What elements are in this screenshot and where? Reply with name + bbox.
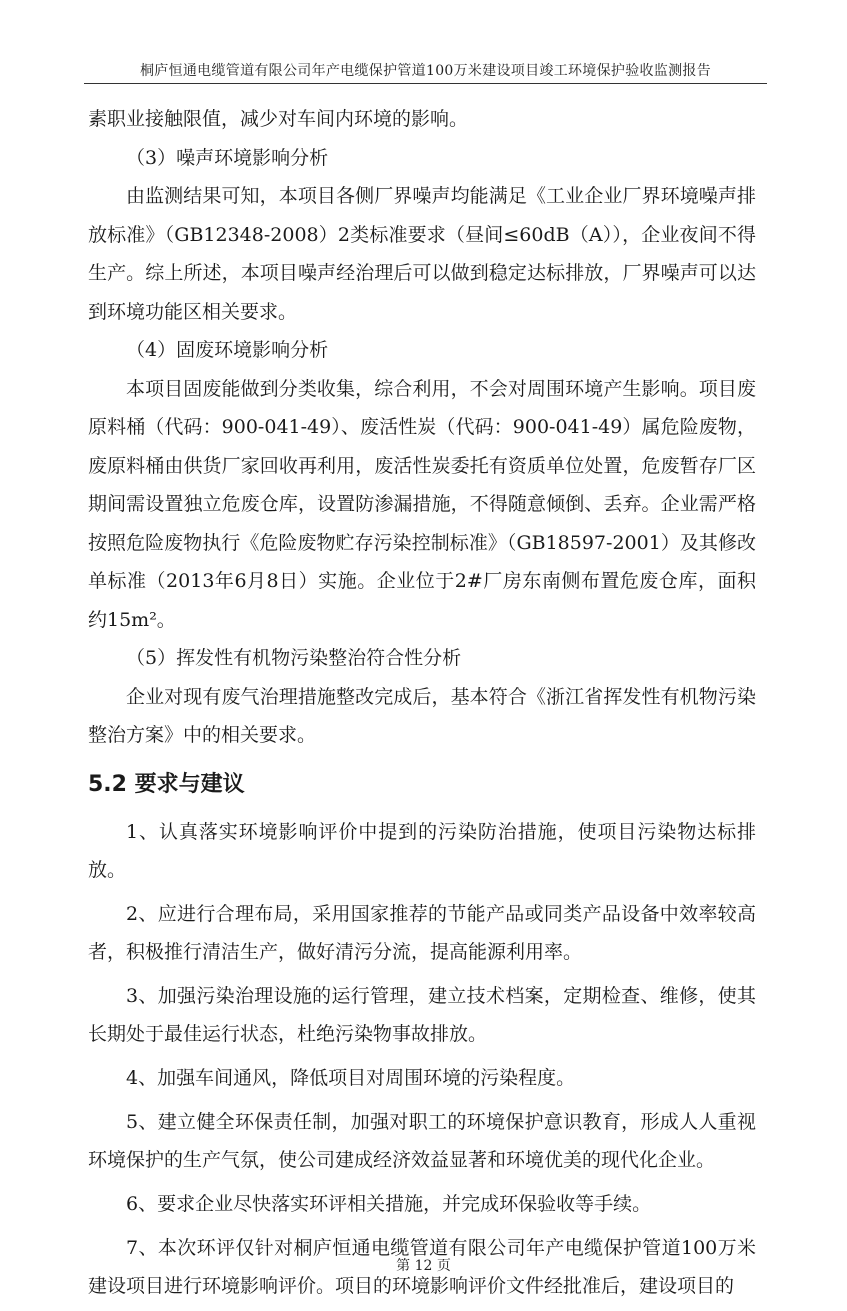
- list-item: 2、应进行合理布局，采用国家推荐的节能产品或同类产品设备中效率较高者，积极推行清洁生产，做好清污分流，提高能源利用率。: [88, 902, 756, 963]
- section-heading: 5.2 要求与建议: [88, 771, 245, 797]
- header-rule: [84, 83, 767, 84]
- list-item: 7、本次环评仅针对桐庐恒通电缆管道有限公司年产电缆保护管道100万米建设项目进行环境影响评价。项目的环境影响评价文件经批准后，建设项目的: [88, 1236, 756, 1297]
- page-content: [88, 100, 756, 1311]
- list-item: 6、要求企业尽快落实环评相关措施，并完成环保验收等手续。: [126, 1192, 652, 1215]
- list-item: 5、建立健全环保责任制，加强对职工的环境保护意识教育，形成人人重视环境保护的生产气氛，使公司建成经济效益显著和环境优美的现代化企业。: [88, 1110, 756, 1171]
- list-item: 1、认真落实环境影响评价中提到的污染防治措施，使项目污染物达标排放。: [88, 820, 756, 881]
- paragraph-noise: 由监测结果可知，本项目各侧厂界噪声均能满足《工业企业厂界环境噪声排放标准》（GB12348-2008）2类标准要求（昼间≤60dB（A）），企业夜间不得生产。综上所述，本项目噪声经治理后可以做到稳定达标排放，厂界噪声可以达到环境功能区相关要求。: [88, 185, 756, 323]
- running-header: 桐庐恒通电缆管道有限公司年产电缆保护管道100万米建设项目竣工环境保护验收监测报告: [139, 63, 712, 79]
- subheading-voc: （5）挥发性有机物污染整治符合性分析: [126, 647, 462, 669]
- list-item: 3、加强污染治理设施的运行管理，建立技术档案，定期检查、维修，使其长期处于最佳运行状态，杜绝污染物事故排放。: [88, 984, 756, 1045]
- subheading-noise: （3）噪声环境影响分析: [126, 146, 329, 169]
- list-item: 4、加强车间通风，降低项目对周围环境的污染程度。: [126, 1066, 576, 1089]
- paragraph-continued: 素职业接触限值，减少对车间内环境的影响。: [88, 108, 469, 130]
- subheading-solid-waste: （4）固废环境影响分析: [126, 339, 329, 361]
- paragraph-voc: 企业对现有废气治理措施整改完成后，基本符合《浙江省挥发性有机物污染整治方案》中的相关要求。: [88, 685, 756, 746]
- paragraph-solid-waste: 本项目固废能做到分类收集，综合利用，不会对周围环境产生影响。项目废原料桶（代码：900-041-49）、废活性炭（代码：900-041-49）属危险废物，废原料桶由供货厂家回收再利用，废活性炭委托有资质单位处置，危废暂存厂区期间需设置独立危废仓库，设置防渗漏措施，不得随意倾倒、丢弃。企业需严格按照危险废物执行《危险废物贮存污染控制标准》（GB18597-2001）及其修改单标准（2013年6月8日）实施。企业位于2#厂房东南侧布置危废仓库，面积约15m²。: [88, 377, 756, 631]
- page-number: 第 12 页: [396, 1258, 451, 1274]
